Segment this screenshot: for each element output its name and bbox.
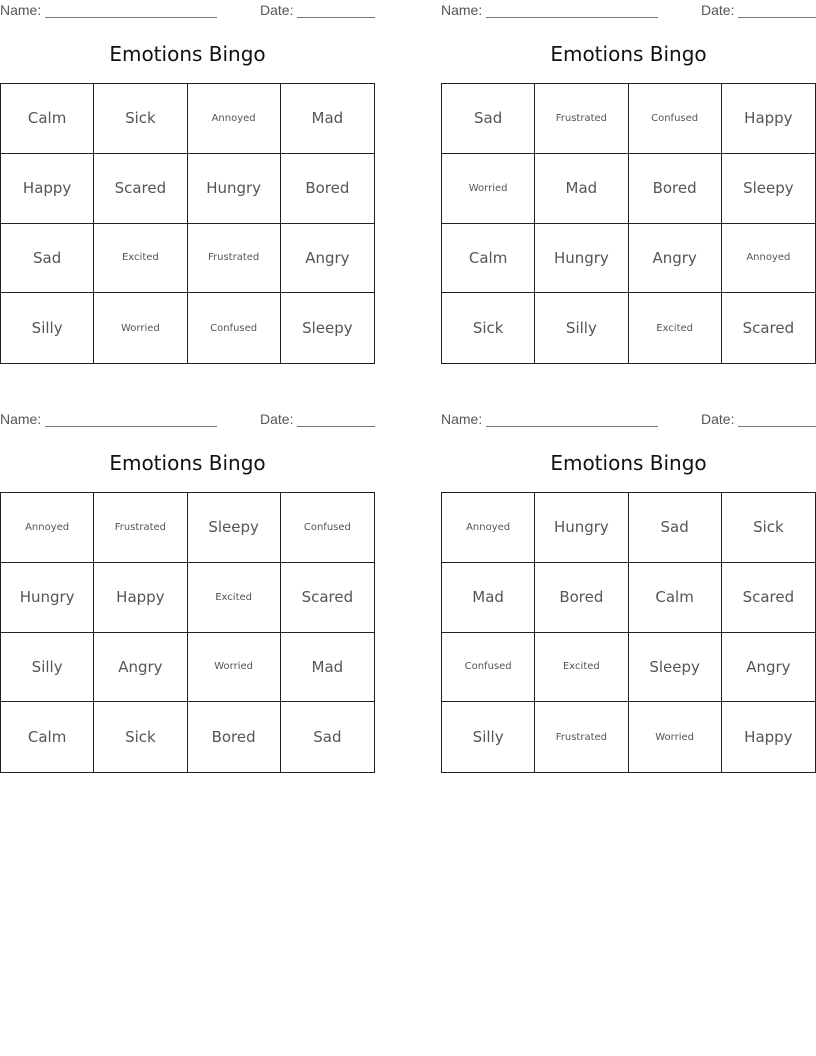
name-date-row [441,411,816,429]
bingo-cell: Silly [1,633,94,703]
bingo-cell: Sad [629,493,722,563]
bingo-cell: Frustrated [94,493,187,563]
bingo-cell: Scared [94,154,187,224]
bingo-cell: Bored [281,154,374,224]
bingo-cell: Calm [1,84,94,154]
bingo-cell: Excited [629,293,722,363]
name-blank-line [45,426,217,427]
bingo-cell: Angry [281,224,374,294]
bingo-cell: Worried [94,293,187,363]
bingo-cell: Calm [1,702,94,772]
name-label: Name: [441,411,483,427]
name-label: Name: [0,2,42,18]
date-blank-line [738,426,816,427]
bingo-cell: Hungry [535,224,628,294]
bingo-grid [441,492,816,773]
bingo-cell: Excited [94,224,187,294]
bingo-cell: Excited [535,633,628,703]
bingo-cell: Bored [629,154,722,224]
name-date-row [0,2,375,20]
card-title: Emotions Bingo [550,42,707,66]
name-label: Name: [0,411,42,427]
bingo-cell: Hungry [535,493,628,563]
bingo-cell: Angry [722,633,815,703]
date-blank-line [738,17,816,18]
bingo-cell: Frustrated [535,702,628,772]
bingo-cell: Sad [442,84,535,154]
bingo-cell: Happy [744,728,793,747]
bingo-grid [0,83,375,364]
bingo-cell: Annoyed [442,493,535,563]
bingo-cell: Happy [722,84,815,154]
bingo-cell: Happy [94,563,187,633]
card-title: Emotions Bingo [109,451,266,475]
date-label: Date: [701,411,735,427]
card-title: Emotions Bingo [550,451,707,475]
date-label: Date: [701,2,735,18]
bingo-cell: Sleepy [722,154,815,224]
bingo-cell: Silly [1,293,94,363]
bingo-cell: Happy [1,154,94,224]
name-blank-line [45,17,217,18]
bingo-cell: Annoyed [188,84,281,154]
bingo-cell: Frustrated [535,84,628,154]
bingo-cell: Confused [188,293,281,363]
bingo-grid [0,492,375,773]
bingo-cell: Confused [281,493,374,563]
name-label: Name: [441,2,483,18]
bingo-cell: Scared [722,563,815,633]
date-blank-line [297,17,375,18]
bingo-cell: Frustrated [188,224,281,294]
bingo-cell: Mad [281,84,374,154]
bingo-cell: Hungry [188,154,281,224]
bingo-cell: Sick [442,293,535,363]
bingo-cell: Mad [535,154,628,224]
bingo-cell: Sick [722,493,815,563]
bingo-cell: Silly [535,293,628,363]
bingo-cell: Annoyed [1,493,94,563]
date-blank-line [297,426,375,427]
bingo-cell: Scared [742,319,795,338]
bingo-cell: Angry [94,633,187,703]
bingo-cell: Sad [1,224,94,294]
bingo-cell: Scared [281,563,374,633]
bingo-card [441,0,816,365]
bingo-cell: Hungry [1,563,94,633]
bingo-cell: Confused [629,84,722,154]
date-label: Date: [260,2,294,18]
bingo-cell: Sleepy [188,493,281,563]
card-title: Emotions Bingo [109,42,266,66]
bingo-cell: Calm [629,563,722,633]
bingo-cell: Bored [535,563,628,633]
bingo-cell: Calm [442,224,535,294]
bingo-cell: Sleepy [629,633,722,703]
name-blank-line [486,426,658,427]
bingo-cell: Angry [629,224,722,294]
bingo-grid [441,83,816,364]
bingo-card [441,409,816,774]
bingo-cell: Confused [442,633,535,703]
name-date-row [0,411,375,429]
bingo-cell: Silly [442,702,535,772]
bingo-cell: Mad [281,633,374,703]
bingo-card [0,0,375,365]
name-blank-line [486,17,658,18]
bingo-cell: Sleepy [302,319,353,338]
bingo-cell: Bored [188,702,281,772]
name-date-row [441,2,816,20]
bingo-cell: Sick [94,702,187,772]
bingo-cell: Worried [629,702,722,772]
bingo-cell: Annoyed [722,224,815,294]
bingo-cell: Sad [313,728,342,747]
date-label: Date: [260,411,294,427]
bingo-cell: Excited [188,563,281,633]
bingo-card [0,409,375,774]
bingo-cell: Sick [94,84,187,154]
bingo-cell: Worried [442,154,535,224]
bingo-cell: Worried [188,633,281,703]
bingo-cell: Mad [442,563,535,633]
